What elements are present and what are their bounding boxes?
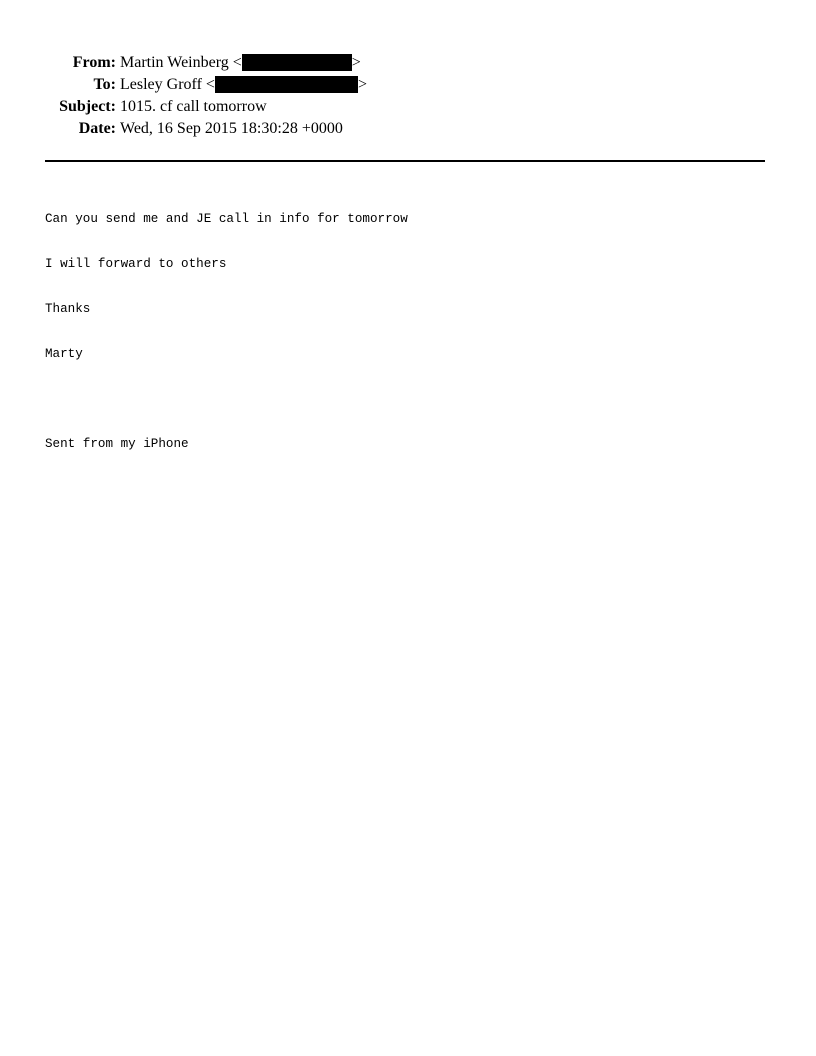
header-divider: [45, 160, 765, 162]
to-value: [120, 74, 367, 96]
from-row: [0, 52, 367, 74]
body-line: Sent from my iPhone: [45, 437, 189, 451]
from-close-bracket: >: [351, 54, 361, 71]
to-label: To:: [93, 76, 116, 93]
body-line: Thanks: [45, 302, 91, 316]
redaction-box: [215, 76, 358, 93]
date-label: Date:: [78, 120, 116, 137]
subject-label: Subject:: [59, 98, 116, 115]
redaction-box: [242, 54, 352, 71]
date-value: Wed, 16 Sep 2015 18:30:28 +0000: [120, 120, 343, 137]
body-line: I will forward to others: [45, 257, 227, 271]
to-row: [0, 74, 367, 96]
body-line: Marty: [45, 347, 83, 361]
from-open-bracket: <: [232, 54, 242, 71]
body-line: Can you send me and JE call in info for tomorrow: [45, 212, 408, 226]
from-label: From:: [72, 54, 116, 71]
email-header: [0, 52, 367, 140]
email-body: [45, 182, 408, 467]
to-close-bracket: >: [357, 76, 367, 93]
to-open-bracket: <: [205, 76, 215, 93]
body-line: [45, 392, 408, 407]
from-value: [120, 52, 361, 74]
subject-row: [0, 96, 367, 118]
from-name: Martin Weinberg: [120, 54, 229, 71]
subject-value: 1015. cf call tomorrow: [120, 98, 267, 115]
to-name: Lesley Groff: [120, 76, 202, 93]
date-row: [0, 118, 367, 140]
